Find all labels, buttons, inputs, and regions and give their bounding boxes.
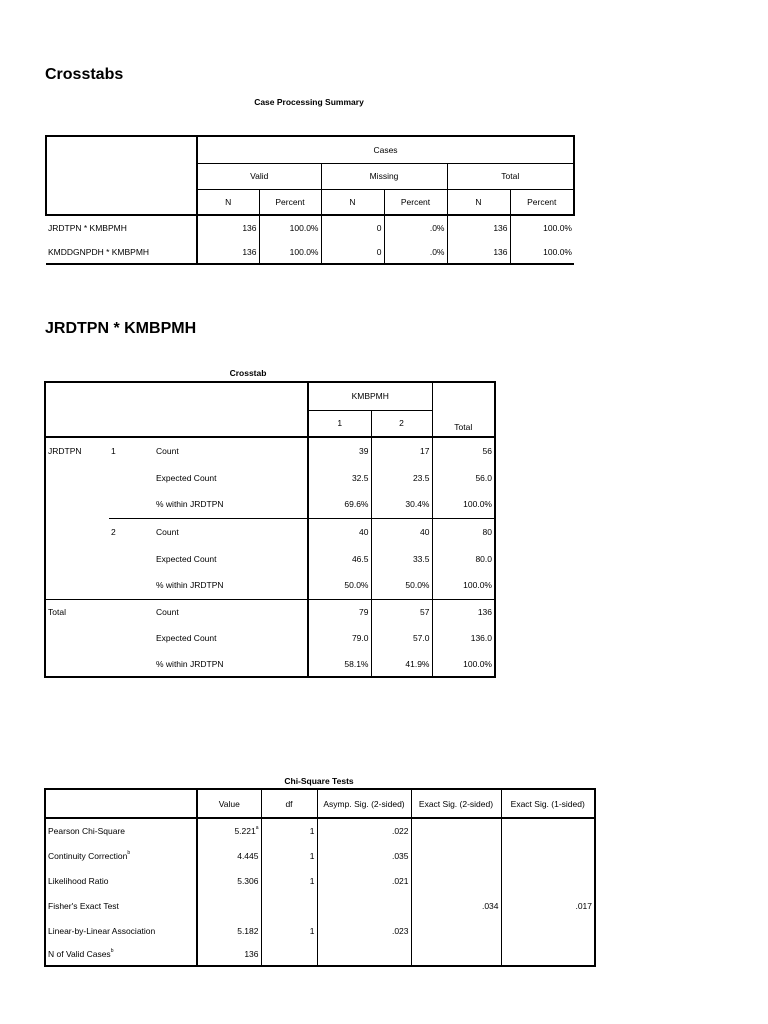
stat-label: Expected Count (156, 633, 217, 643)
col-value-header: 2 (371, 410, 432, 437)
row-var-label: JRDTPN (45, 437, 109, 464)
cell: 39 (308, 437, 371, 464)
group-header: Missing (321, 163, 447, 189)
case-summary-table (45, 135, 575, 265)
cell: .022 (317, 818, 411, 843)
row-var-label: Total (45, 599, 109, 625)
cell (501, 943, 595, 966)
col-header: Exact Sig. (1-sided) (501, 789, 595, 818)
cell: 5.182 (197, 918, 261, 943)
col-value-header: 1 (308, 410, 371, 437)
cell: 1 (261, 868, 317, 893)
cell (411, 818, 501, 843)
row-label: Fisher's Exact Test (45, 893, 197, 918)
cell: 136 (447, 240, 510, 264)
table-row (45, 545, 495, 572)
cell: 100.0% (432, 651, 495, 677)
cell (317, 943, 411, 966)
cell: 100.0% (510, 240, 574, 264)
cell: 50.0% (308, 572, 371, 599)
table-row (45, 625, 495, 651)
cell: 30.4% (371, 491, 432, 518)
row-label: Continuity Correction$^b$ (45, 843, 197, 868)
cell: 136 (447, 215, 510, 240)
col-header: N (447, 189, 510, 215)
cell (317, 893, 411, 918)
cell (501, 843, 595, 868)
row-label: Likelihood Ratio (45, 868, 197, 893)
cell: 136 (197, 943, 261, 966)
corner-cell (45, 382, 308, 437)
cell (501, 868, 595, 893)
cell: 32.5 (308, 464, 371, 491)
stat-label: Expected Count (156, 472, 217, 483)
table-row (45, 868, 595, 893)
total-header: Total (432, 382, 495, 437)
cell (411, 943, 501, 966)
cell: .017 (501, 893, 595, 918)
group-header: Total (447, 163, 574, 189)
cell (197, 893, 261, 918)
cell: 57.0 (371, 625, 432, 651)
section-title: JRDTPN * KMBPMH (45, 320, 197, 337)
cell: 58.1% (308, 651, 371, 677)
stat-label: % within JRDTPN (154, 651, 308, 677)
cell: 69.6% (308, 491, 371, 518)
table-row (45, 437, 495, 464)
cell: 136 (197, 215, 259, 240)
cell: 33.5 (371, 545, 432, 572)
crosstab-caption: Crosstab (229, 368, 267, 378)
cell: 79 (308, 599, 371, 625)
cell: 100.0% (432, 572, 495, 599)
stat-label: Count (154, 518, 308, 545)
cell: .035 (317, 843, 411, 868)
cell: .0% (384, 215, 447, 240)
cell: .023 (317, 918, 411, 943)
row-label: Linear-by-Linear Association (45, 918, 197, 943)
cell: 0 (321, 240, 384, 264)
table-row (46, 215, 574, 240)
cell: 79.0 (308, 625, 371, 651)
cell: 0 (321, 215, 384, 240)
col-header: N (197, 189, 259, 215)
cell: 100.0% (432, 491, 495, 518)
col-header: df (261, 789, 317, 818)
cell: 1 (261, 918, 317, 943)
cell: 136 (197, 240, 259, 264)
cell (261, 943, 317, 966)
col-header: N (321, 189, 384, 215)
stat-label: % within JRDTPN (156, 499, 224, 510)
cell (411, 843, 501, 868)
cell: .021 (317, 868, 411, 893)
table-row (45, 599, 495, 625)
table-row (45, 572, 495, 599)
table-row (45, 943, 595, 966)
row-label: KMDDGNPDH * KMBPMH (46, 240, 197, 264)
cell (261, 893, 317, 918)
cell: 80 (432, 518, 495, 545)
stat-label: Count (156, 446, 179, 456)
corner-cell (46, 136, 197, 215)
case-summary-caption: Case Processing Summary (254, 97, 364, 107)
stat-label: Expected Count (156, 553, 217, 564)
corner-cell (45, 789, 197, 818)
cell: 4.445 (197, 843, 261, 868)
table-row (45, 464, 495, 491)
cell (411, 868, 501, 893)
cell: 40 (308, 518, 371, 545)
table-row (45, 818, 595, 843)
cell: 56.0 (432, 464, 495, 491)
crosstab-table (44, 381, 496, 678)
col-header: Asymp. Sig. (2-sided) (317, 789, 411, 818)
row-value: 2 (109, 518, 154, 545)
chi-square-table (44, 788, 596, 967)
cell: 56 (432, 437, 495, 464)
cell: 23.5 (371, 464, 432, 491)
cell: 50.0% (371, 572, 432, 599)
cell: .034 (411, 893, 501, 918)
col-header: Percent (510, 189, 574, 215)
cell: 5.306 (197, 868, 261, 893)
row-label: Pearson Chi-Square (45, 818, 197, 843)
cell: 100.0% (259, 215, 321, 240)
cell: 1 (261, 818, 317, 843)
cell: 136.0 (432, 625, 495, 651)
table-row (45, 893, 595, 918)
stat-label: % within JRDTPN (156, 580, 224, 591)
chi-square-caption: Chi-Square Tests (284, 776, 354, 786)
col-var-header: KMBPMH (308, 382, 432, 410)
col-header: Percent (259, 189, 321, 215)
col-header: Percent (384, 189, 447, 215)
table-row (46, 240, 574, 264)
page-title: Crosstabs (45, 66, 124, 83)
stat-label: Count (154, 599, 308, 625)
cell: 40 (371, 518, 432, 545)
cell: 80.0 (432, 545, 495, 572)
row-label: N of Valid Cases$^b$ (45, 943, 197, 966)
table-row (45, 918, 595, 943)
table-row (45, 491, 495, 518)
col-header: Exact Sig. (2-sided) (411, 789, 501, 818)
row-value (109, 599, 154, 625)
cell: 5.221$^a$ (197, 818, 261, 843)
group-header: Valid (197, 163, 321, 189)
col-header: Value (197, 789, 261, 818)
table-row (45, 651, 495, 677)
cell: 100.0% (259, 240, 321, 264)
cell: .0% (384, 240, 447, 264)
cell: 100.0% (510, 215, 574, 240)
cell: 41.9% (371, 651, 432, 677)
cell: 57 (371, 599, 432, 625)
cell: 17 (371, 437, 432, 464)
cell (501, 818, 595, 843)
cell: 1 (261, 843, 317, 868)
table-row (45, 843, 595, 868)
cases-header: Cases (197, 136, 574, 163)
row-var-label (45, 518, 109, 545)
table-row (45, 518, 495, 545)
row-label: JRDTPN * KMBPMH (48, 223, 127, 233)
row-value: 1 (111, 446, 116, 456)
cell: 136 (432, 599, 495, 625)
cell (501, 918, 595, 943)
cell (411, 918, 501, 943)
cell: 46.5 (308, 545, 371, 572)
